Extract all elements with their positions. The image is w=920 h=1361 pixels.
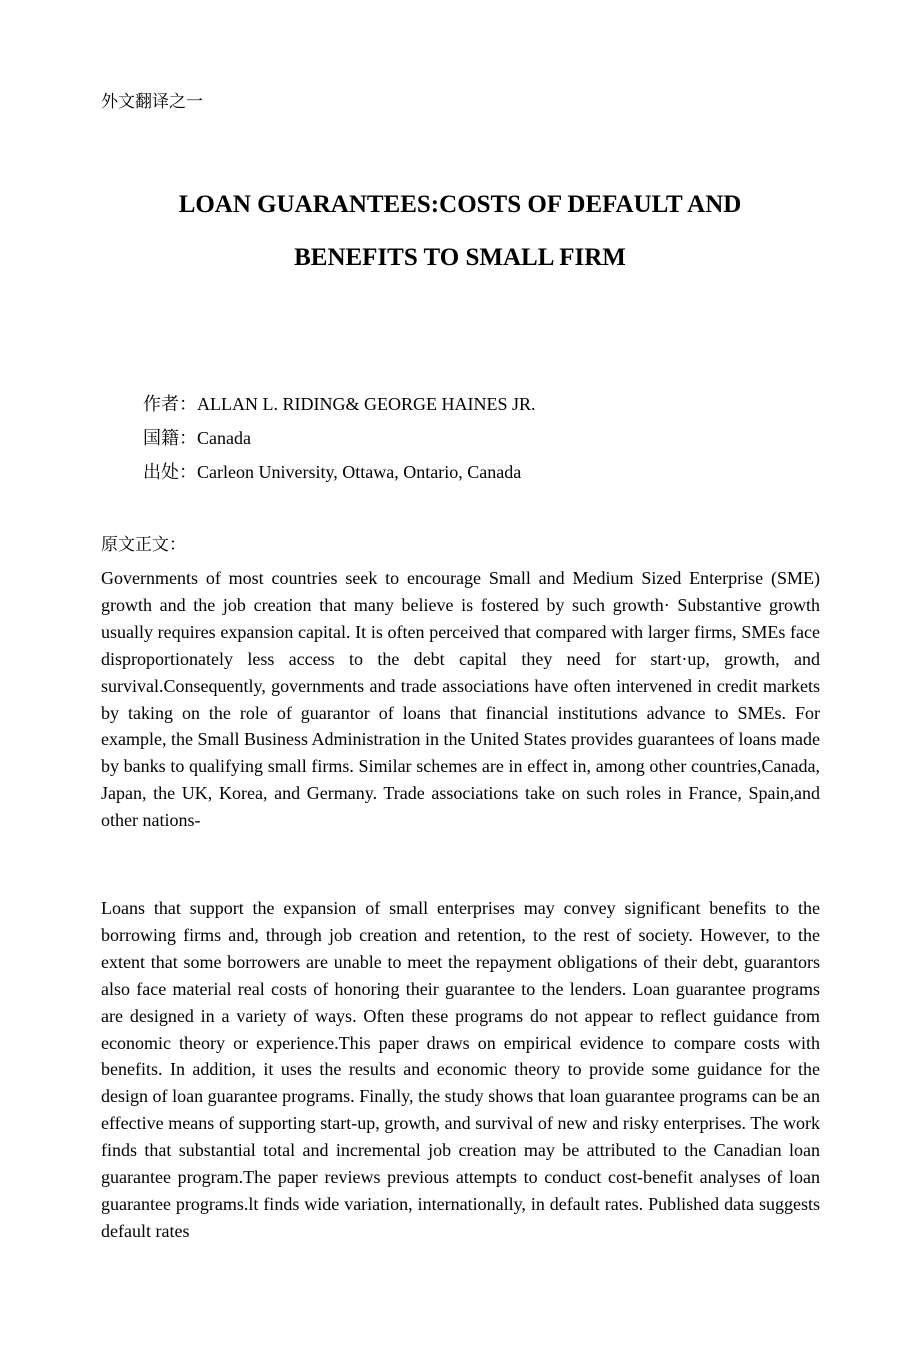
paragraph-1: Governments of most countries seek to encourage Small and Medium Sized Enterprise (SME) growth and the job creation that many believe is fostered by such growth· Substantive growth usually requires expansion capital. It is often perceived that compared with larger firms, SMEs face disproportionately less access to the debt capital they need for start·up, growth, and survival.Consequently, governments and trade associations have often intervened in credit markets by taking on the role of guarantor of loans that financial institutions advance to SMEs. For example, the Small Business Administration in the United States provides guarantees of loans made by banks to qualifying small firms. Similar schemes are in effect in, among other countries,Canada, Japan, the UK, Korea, and Germany. Trade associations take on such roles in France, Spain,and other nations- (101, 568, 820, 831)
body-section-label: 原文正文： (101, 535, 186, 554)
author-line: 作者：ALLAN L. RIDING& GEORGE HAINES JR. (143, 394, 536, 414)
title-line-1: LOAN GUARANTEES:COSTS OF DEFAULT AND (178, 191, 742, 218)
paragraph-2: Loans that support the expansion of small enterprises may convey significant benefits to the borrowing firms and, through job creation and retention, to the rest of society. However, to the extent that some borrowers are unable to meet the repayment obligations of their debt, guarantors also face material real costs of honoring their guarantee to the lenders. Loan guarantee programs are designed in a variety of ways. Often these programs do not appear to reflect guidance from economic theory or experience.This paper draws on empirical evidence to compare costs with benefits. In addition, it uses the results and economic theory to provide some guidance for the design of loan guarantee programs. Finally, the study shows that loan guarantee programs can be an effective means of supporting start-up, growth, and survival of new and risky enterprises. The work finds that substantial total and incremental job creation may be attributed to the Canadian loan guarantee program.The paper reviews previous attempts to conduct cost-benefit analyses of loan guarantee programs.lt finds wide variation, internationally, in default rates. Published data suggests default rates (101, 898, 820, 1241)
nationality-line: 国籍：Canada (143, 428, 251, 448)
source-line: 出处：Carleon University, Ottawa, Ontario, Canada (143, 462, 522, 482)
title-line-2: BENEFITS TO SMALL FIRM (294, 244, 626, 271)
translation-label: 外文翻译之一 (101, 92, 203, 111)
